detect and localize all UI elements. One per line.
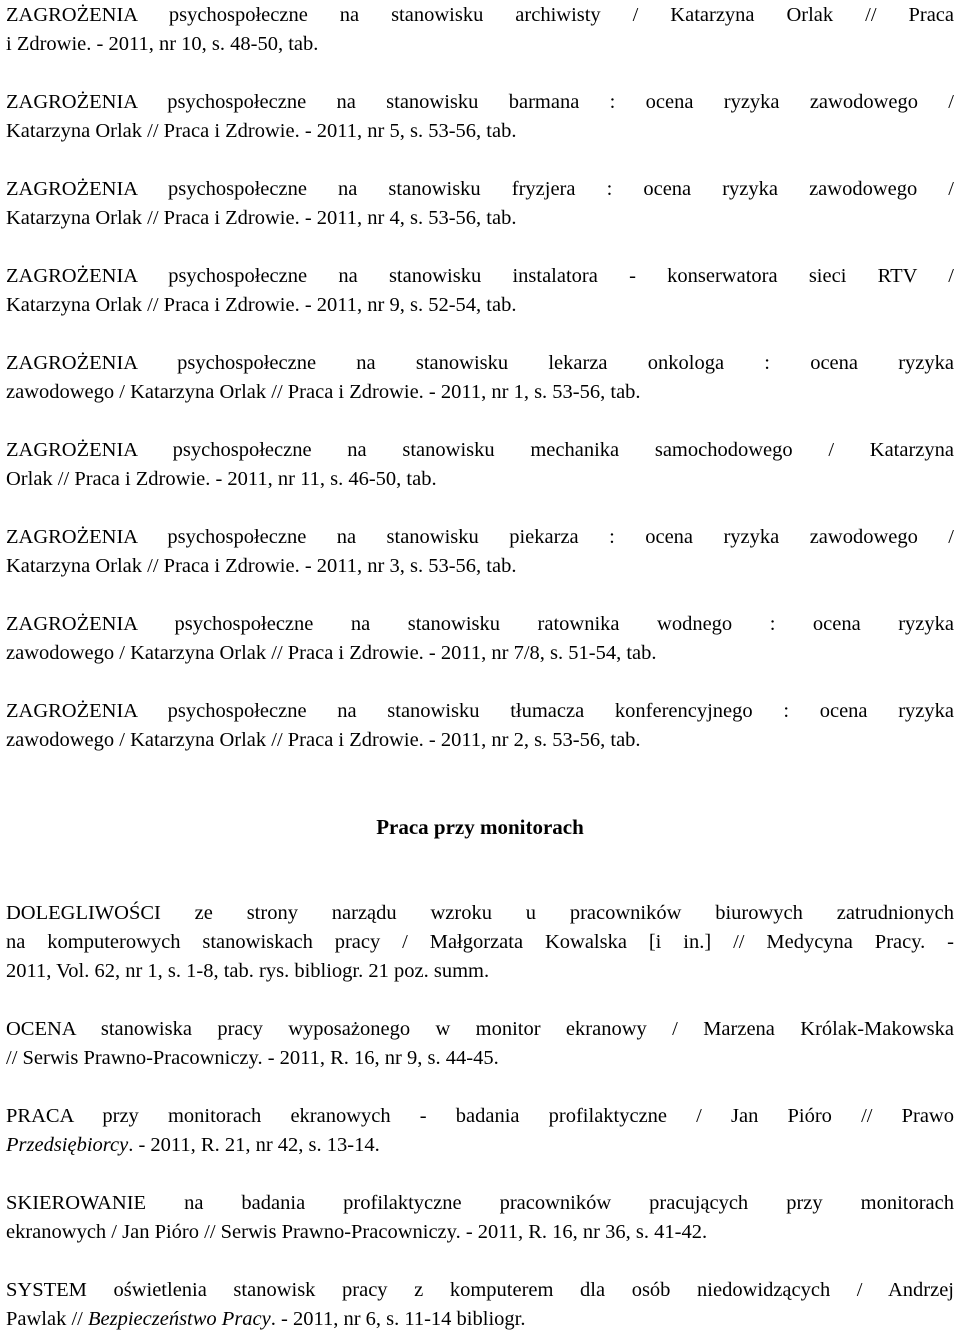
bibliography-entry <box>6 1015 954 1073</box>
bibliography-entry <box>6 697 954 755</box>
entry-line: na komputerowych stanowiskach pracy / Małgorzata Kowalska [i in.] // Medycyna Pracy. - <box>6 931 954 953</box>
bibliography-entry <box>6 610 954 668</box>
entry-line-rest: . - 2011, nr 6, s. 11-14 bibliogr. <box>270 1308 526 1330</box>
bibliography-entry <box>6 1102 954 1160</box>
entry-line: zawodowego / Katarzyna Orlak // Praca i Zdrowie. - 2011, nr 7/8, s. 51-54, tab. <box>6 642 657 664</box>
bibliography-entry <box>6 899 954 986</box>
journal-title: Bezpieczeństwo Pracy <box>88 1308 271 1330</box>
bibliography-entry <box>6 1189 954 1247</box>
entry-line: PRACA przy monitorach ekranowych - badania profilaktyczne / Jan Pióro // Prawo <box>6 1105 954 1127</box>
bibliography-entry <box>6 1 954 59</box>
entry-line: ZAGROŻENIA psychospołeczne na stanowisku archiwisty / Katarzyna Orlak // Praca <box>6 4 954 26</box>
entry-line: 2011, Vol. 62, nr 1, s. 1-8, tab. rys. bibliogr. 21 poz. summ. <box>6 960 490 982</box>
entry-line: OCENA stanowiska pracy wyposażonego w monitor ekranowy / Marzena Królak-Makowska <box>6 1018 954 1040</box>
bibliography-entry <box>6 523 954 581</box>
entry-line: DOLEGLIWOŚCI ze strony narządu wzroku u pracowników biurowych zatrudnionych <box>6 902 954 924</box>
entry-line: ZAGROŻENIA psychospołeczne na stanowisku lekarza onkologa : ocena ryzyka <box>6 352 954 374</box>
entry-line: ZAGROŻENIA psychospołeczne na stanowisku ratownika wodnego : ocena ryzyka <box>6 613 954 635</box>
bibliography-entry <box>6 349 954 407</box>
entry-line: zawodowego / Katarzyna Orlak // Praca i Zdrowie. - 2011, nr 2, s. 53-56, tab. <box>6 729 641 751</box>
entry-line: SYSTEM oświetlenia stanowisk pracy z komputerem dla osób niedowidzących / Andrzej <box>6 1279 954 1301</box>
entry-line: ekranowych / Jan Pióro // Serwis Prawno-Pracowniczy. - 2011, R. 16, nr 36, s. 41-42. <box>6 1221 708 1243</box>
entry-line: // Serwis Prawno-Pracowniczy. - 2011, R. 16, nr 9, s. 44-45. <box>6 1047 499 1069</box>
entry-line-rest: . - 2011, R. 21, nr 42, s. 13-14. <box>128 1134 380 1156</box>
entry-line: ZAGROŻENIA psychospołeczne na stanowisku instalatora - konserwatora sieci RTV / <box>6 265 954 287</box>
entry-line: i Zdrowie. - 2011, nr 10, s. 48-50, tab. <box>6 33 319 55</box>
entry-line <box>6 1305 954 1334</box>
bibliography-entry <box>6 262 954 320</box>
section-heading: Praca przy monitorach <box>376 815 584 839</box>
entry-line: Katarzyna Orlak // Praca i Zdrowie. - 2011, nr 5, s. 53-56, tab. <box>6 120 517 142</box>
journal-title: Przedsiębiorcy <box>6 1134 129 1156</box>
entry-line: ZAGROŻENIA psychospołeczne na stanowisku fryzjera : ocena ryzyka zawodowego / <box>6 178 954 200</box>
entry-line: Katarzyna Orlak // Praca i Zdrowie. - 2011, nr 9, s. 52-54, tab. <box>6 294 517 316</box>
bibliography-entry <box>6 88 954 146</box>
bibliography-entry <box>6 175 954 233</box>
entry-line: Orlak // Praca i Zdrowie. - 2011, nr 11, s. 46-50, tab. <box>6 468 437 490</box>
entry-line: ZAGROŻENIA psychospołeczne na stanowisku tłumacza konferencyjnego : ocena ryzyka <box>6 700 954 722</box>
entry-line <box>6 1131 954 1160</box>
entry-line: SKIEROWANIE na badania profilaktyczne pracowników pracujących przy monitorach <box>6 1192 954 1214</box>
entry-line-start: Pawlak // <box>6 1308 88 1330</box>
bibliography-entry <box>6 1276 954 1334</box>
bibliography-entry <box>6 436 954 494</box>
entry-line: zawodowego / Katarzyna Orlak // Praca i Zdrowie. - 2011, nr 1, s. 53-56, tab. <box>6 381 641 403</box>
entry-line: ZAGROŻENIA psychospołeczne na stanowisku piekarza : ocena ryzyka zawodowego / <box>6 526 954 548</box>
entry-line: ZAGROŻENIA psychospołeczne na stanowisku mechanika samochodowego / Katarzyna <box>6 439 954 461</box>
entry-line: ZAGROŻENIA psychospołeczne na stanowisku barmana : ocena ryzyka zawodowego / <box>6 91 954 113</box>
entry-line: Katarzyna Orlak // Praca i Zdrowie. - 2011, nr 4, s. 53-56, tab. <box>6 207 517 229</box>
entry-line: Katarzyna Orlak // Praca i Zdrowie. - 2011, nr 3, s. 53-56, tab. <box>6 555 517 577</box>
